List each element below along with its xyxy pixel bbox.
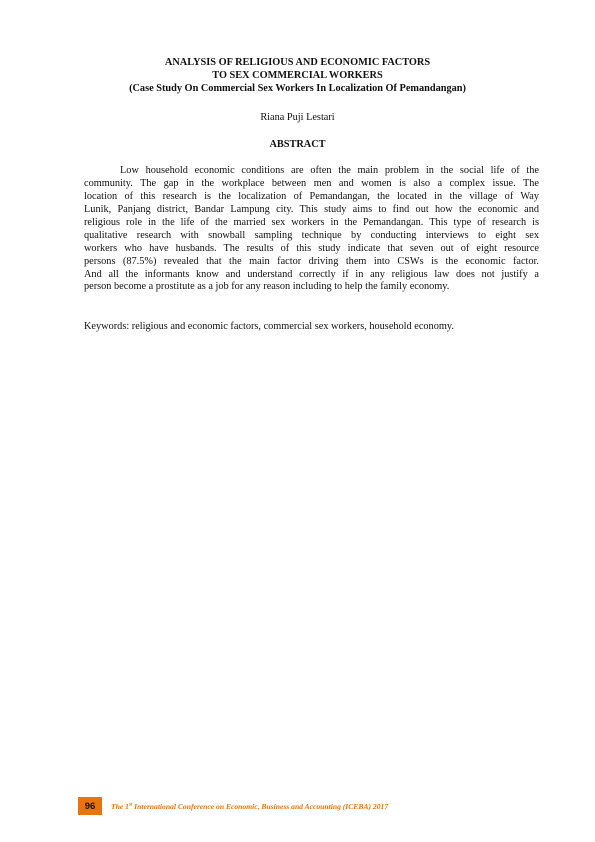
abstract-line: religious role in the life of the married sex workers in the Pemandangan. This type of research is [84, 216, 539, 228]
title-line-1: ANALYSIS OF RELIGIOUS AND ECONOMIC FACTORS [164, 57, 431, 68]
abstract-line: qualitative research with snowball sampling technique by conducting interviews to eight sex [84, 229, 539, 241]
abstract-line: Lunik, Panjang district, Bandar Lampung city. This study aims to find out how the economic and [84, 203, 539, 215]
author-name: Riana Puji Lestari [260, 112, 335, 123]
abstract-line: community. The gap in the workplace between men and women is also a complex issue. The [84, 177, 539, 189]
title-line-3: (Case Study On Commercial Sex Workers In Localization Of Pemandangan) [129, 83, 466, 94]
paper-title [84, 56, 511, 95]
abstract-line: person become a prostitute as a job for any reason including to help the family economy. [84, 281, 450, 293]
abstract-line: And all the informants know and understand correctly if in any religious law does not justify a [84, 268, 539, 280]
abstract-heading: ABSTRACT [269, 139, 326, 150]
conference-suffix: International Conference on Economic, Business and Accounting (ICEBA) 2017 [132, 801, 389, 811]
page-number-badge: 96 [78, 797, 102, 815]
abstract-line: location of this research is the localization of Pemandangan, the located in the village of Way [84, 190, 539, 202]
abstract-line: persons (87.5%) revealed that the main factor driving them into CSWs is the economic factor. [84, 255, 539, 267]
conference-prefix: The 1 [111, 801, 129, 811]
keywords: Keywords: religious and economic factors, commercial sex workers, household economy. [84, 321, 454, 332]
abstract-line: Low household economic conditions are often the main problem in the social life of the [120, 165, 539, 176]
conference-footer-text [111, 802, 388, 811]
conference-ordinal: st [128, 801, 133, 807]
title-line-2: TO SEX COMMERCIAL WORKERS [212, 70, 383, 81]
abstract-body [84, 165, 539, 294]
abstract-line: workers who have husbands. The results of this study indicate that seven out of eight resource [84, 242, 539, 254]
page-footer [78, 797, 388, 815]
